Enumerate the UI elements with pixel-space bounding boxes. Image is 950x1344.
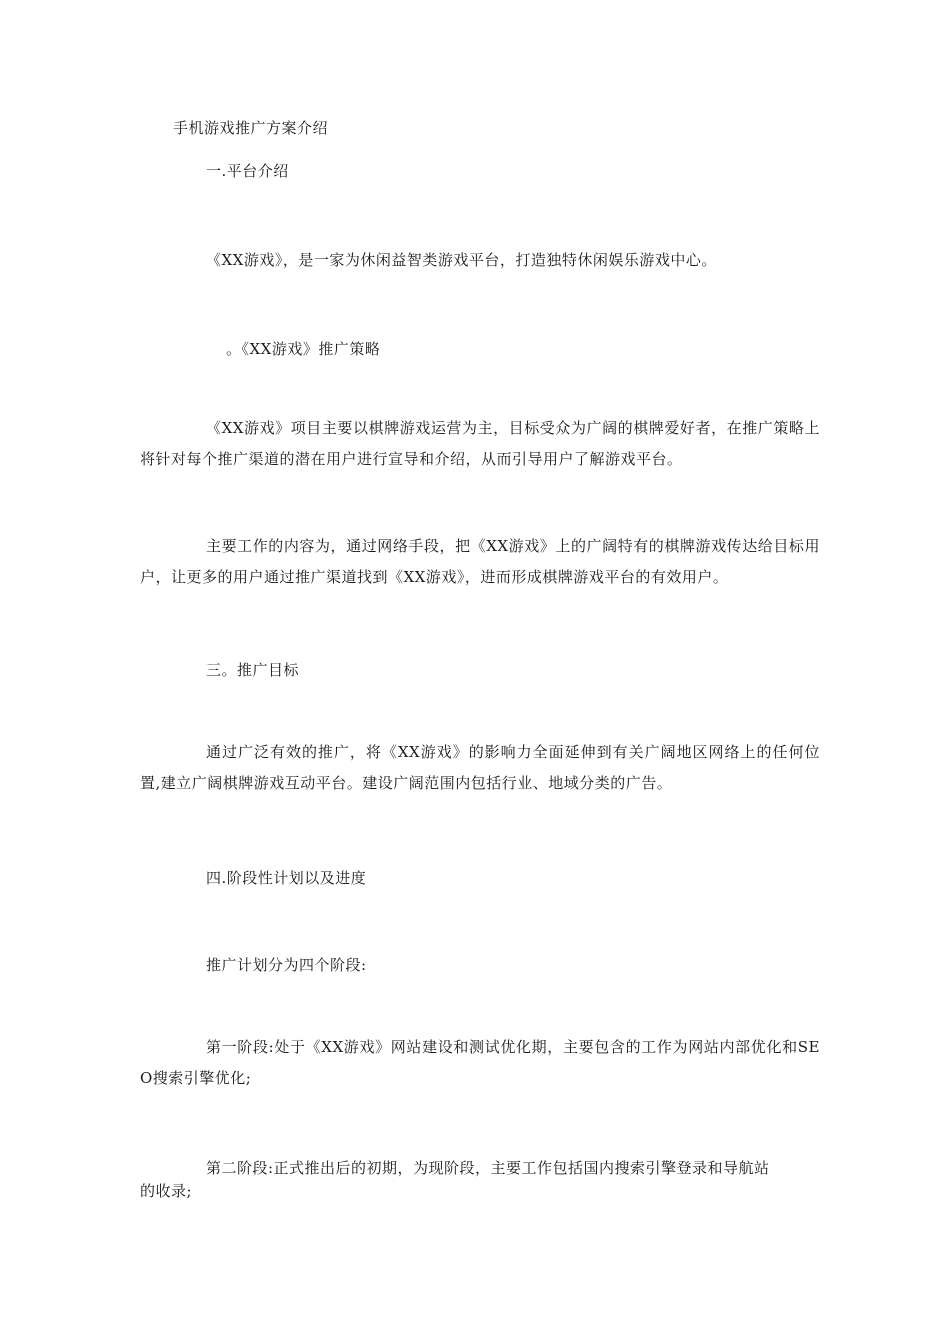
section1-heading: 一.平台介绍 xyxy=(206,162,289,180)
section3-body: 通过广泛有效的推广，将《XX游戏》的影响力全面延伸到有关广阔地区网络上的任何位置,建立广阔棋牌游戏互动平台。建设广阔范围内包括行业、地域分类的广告。 xyxy=(140,743,820,792)
section2-body-1: 《XX游戏》项目主要以棋牌游戏运营为主，目标受众为广阔的棋牌爱好者，在推广策略上将针对每个推广渠道的潜在用户进行宣导和介绍，从而引导用户了解游戏平台。 xyxy=(140,419,820,468)
stage2-text-line2: 的收录; xyxy=(140,1182,193,1200)
stage2-text-line1: 第二阶段:正式推出后的初期，为现阶段，主要工作包括国内搜索引擎登录和导航站 xyxy=(206,1159,770,1177)
document-title: 手机游戏推广方案介绍 xyxy=(173,119,329,137)
section4-intro: 推广计划分为四个阶段: xyxy=(206,956,367,974)
section1-body: 《XX游戏》，是一家为休闲益智类游戏平台，打造独特休闲娱乐游戏中心。 xyxy=(206,251,717,269)
stage1-text: 第一阶段:处于《XX游戏》网站建设和测试优化期，主要包含的工作为网站内部优化和SEO搜索引擎优化; xyxy=(140,1038,820,1087)
section2-heading: 。《XX游戏》推广策略 xyxy=(226,340,381,358)
section3-heading: 三。推广目标 xyxy=(206,661,300,679)
section2-body-2: 主要工作的内容为，通过网络手段，把《XX游戏》上的广阔特有的棋牌游戏传达给目标用户，让更多的用户通过推广渠道找到《XX游戏》，进而形成棋牌游戏平台的有效用户。 xyxy=(140,537,820,586)
section4-heading: 四.阶段性计划以及进度 xyxy=(206,869,367,887)
